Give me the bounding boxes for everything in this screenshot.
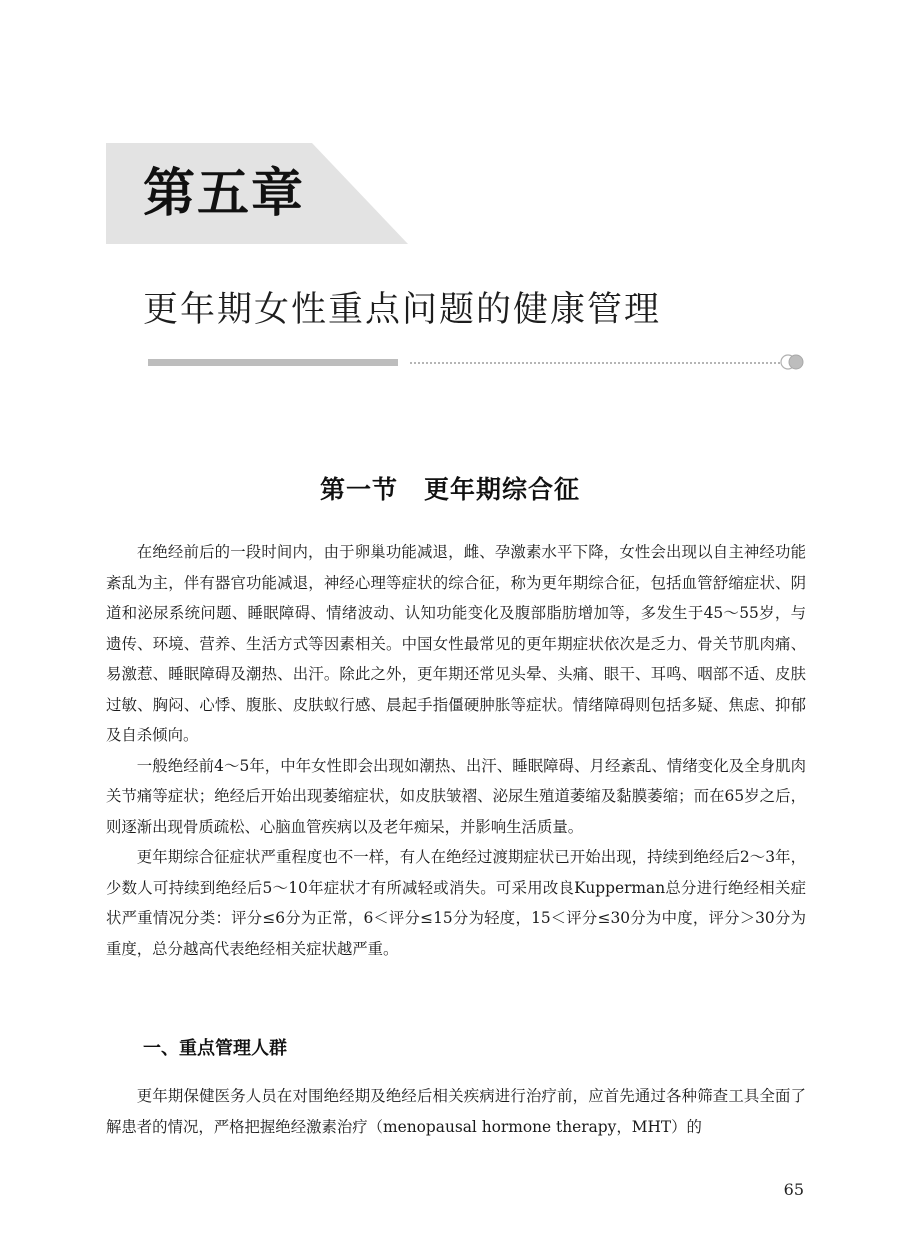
subsection-heading: 一、重点管理人群	[143, 1038, 287, 1059]
paragraph-3: 更年期综合征症状严重程度也不一样，有人在绝经过渡期症状已开始出现，持续到绝经后2～3年，少数人可持续到绝经后5～10年症状才有所减轻或消失。可采用改良Kupperman总分进行绝经相关症状严重情况分类：评分≤6分为正常，6＜评分≤15分为轻度，15＜评分≤30分为中度，评分＞30分为重度，总分越高代表绝经相关症状越严重。	[106, 848, 806, 958]
chapter-label: 第五章	[143, 164, 306, 224]
page-number: 65	[783, 1180, 804, 1199]
subsection-body	[106, 1081, 806, 1142]
body-text	[106, 537, 806, 964]
chapter-title: 更年期女性重点问题的健康管理	[143, 290, 662, 330]
paragraph-1: 在绝经前后的一段时间内，由于卵巢功能减退，雌、孕激素水平下降，女性会出现以自主神经功能紊乱为主，伴有器官功能减退，神经心理等症状的综合征，称为更年期综合征，包括血管舒缩症状、阴道和泌尿系统问题、睡眠障碍、情绪波动、认知功能变化及腹部脂肪增加等，多发生于45～55岁，与遗传、环境、营养、生活方式等因素相关。中国女性最常见的更年期症状依次是乏力、骨关节肌肉痛、易激惹、睡眠障碍及潮热、出汗。除此之外，更年期还常见头晕、头痛、眼干、耳鸣、咽部不适、皮肤过敏、胸闷、心悸、腹胀、皮肤蚁行感、晨起手指僵硬肿胀等症状。情绪障碍则包括多疑、焦虑、抑郁及自杀倾向。	[106, 543, 806, 744]
subsection-paragraph: 更年期保健医务人员在对围绝经期及绝经后相关疾病进行治疗前，应首先通过各种筛查工具全面了解患者的情况，严格把握绝经激素治疗（menopausal hormone therapy，MHT）的	[106, 1087, 806, 1136]
rule-end-circles-icon	[779, 354, 807, 370]
title-rule-solid	[148, 359, 398, 366]
title-rule-dotted	[410, 362, 780, 364]
section-title: 第一节 更年期综合征	[319, 475, 580, 504]
paragraph-2: 一般绝经前4～5年，中年女性即会出现如潮热、出汗、睡眠障碍、月经紊乱、情绪变化及全身肌肉关节痛等症状；绝经后开始出现萎缩症状，如皮肤皱褶、泌尿生殖道萎缩及黏膜萎缩；而在65岁之后，则逐渐出现骨质疏松、心脑血管疾病以及老年痴呆，并影响生活质量。	[106, 756, 806, 836]
